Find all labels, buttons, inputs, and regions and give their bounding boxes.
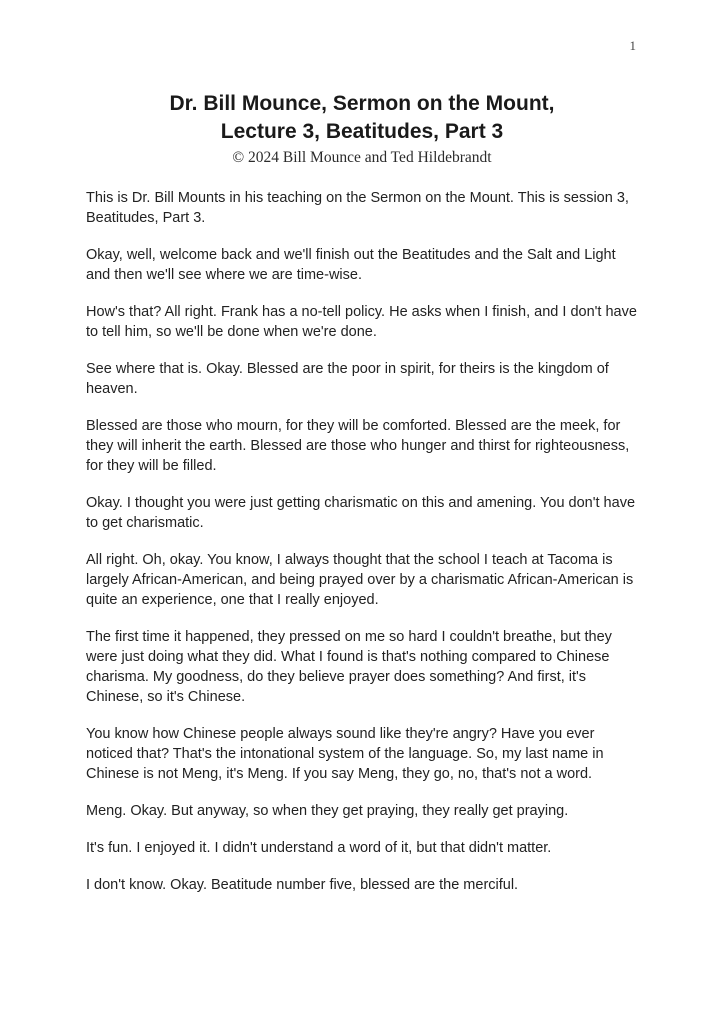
paragraph: See where that is. Okay. Blessed are the poor in spirit, for theirs is the kingdom of heaven. [86, 361, 609, 397]
page-title [40, 90, 684, 147]
paragraph: Okay, well, welcome back and we'll finish out the Beatitudes and the Salt and Light and then we'll see where we are time-wise. [86, 247, 616, 283]
paragraph: How's that? All right. Frank has a no-tell policy. He asks when I finish, and I don't have to tell him, so we'll be done when we're done. [86, 304, 637, 340]
paragraph: You know how Chinese people always sound like they're angry? Have you ever noticed that? That's the intonational system of the language. So, my last name in Chinese is not Meng, it's Meng. If you say Meng, they go, no, that's not a word. [86, 726, 604, 782]
copyright-line: © 2024 Bill Mounce and Ted Hildebrandt [232, 148, 492, 166]
document-body [86, 188, 642, 912]
title-line-2: Lecture 3, Beatitudes, Part 3 [220, 120, 504, 144]
paragraph: This is Dr. Bill Mounts in his teaching on the Sermon on the Mount. This is session 3, Beatitudes, Part 3. [86, 190, 629, 226]
paragraph: It's fun. I enjoyed it. I didn't understand a word of it, but that didn't matter. [86, 840, 552, 856]
page-number: 1 [629, 38, 636, 53]
paragraph: Okay. I thought you were just getting charismatic on this and amening. You don't have to get charismatic. [86, 495, 636, 531]
paragraph: All right. Oh, okay. You know, I always thought that the school I teach at Tacoma is largely African-American, and being prayed over by a charismatic African-American is quite an experience, one that I really enjoyed. [86, 552, 634, 608]
title-line-1: Dr. Bill Mounce, Sermon on the Mount, [169, 92, 555, 115]
paragraph: The first time it happened, they pressed on me so hard I couldn't breathe, but they were just doing what they did. What I found is that's nothing compared to Chinese charisma. My goodness, do they believe prayer does something? And first, it's Chinese, so it's Chinese. [86, 629, 612, 705]
paragraph: Meng. Okay. But anyway, so when they get praying, they really get praying. [86, 803, 569, 819]
paragraph: I don't know. Okay. Beatitude number five, blessed are the merciful. [86, 877, 519, 893]
paragraph: Blessed are those who mourn, for they will be comforted. Blessed are the meek, for they will inherit the earth. Blessed are those who hunger and thirst for righteousness, for they will be filled. [86, 418, 630, 474]
